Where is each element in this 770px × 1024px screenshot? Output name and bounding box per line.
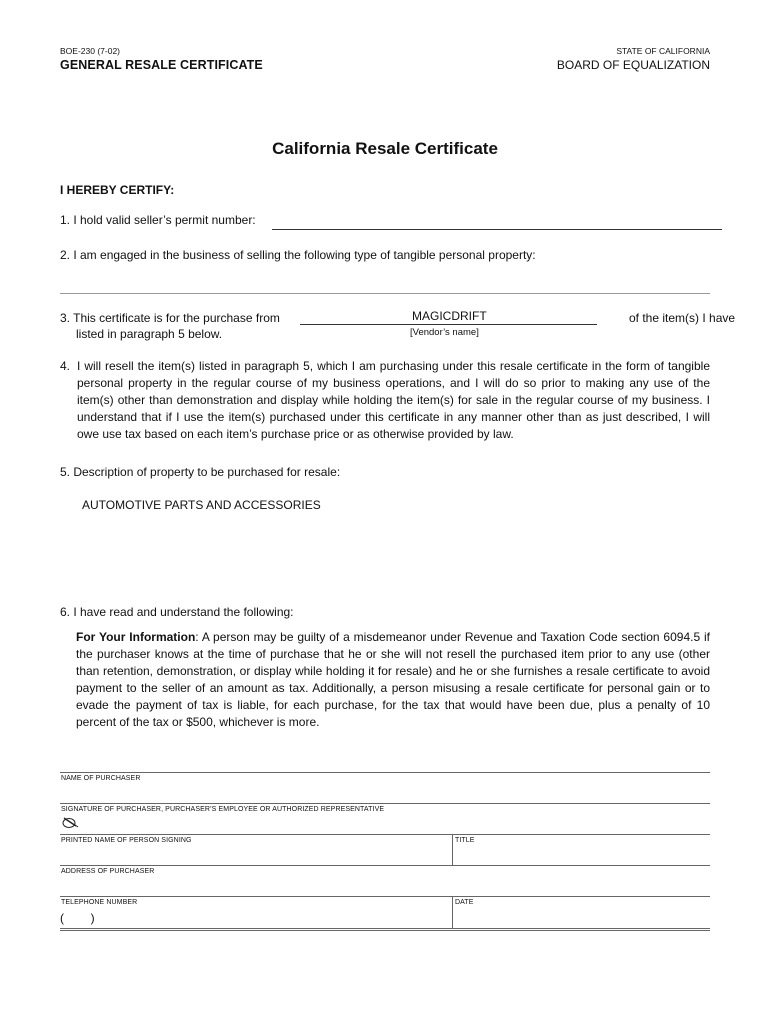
signature-field[interactable]	[80, 815, 710, 833]
date-field[interactable]	[455, 909, 710, 927]
printed-name-field[interactable]	[60, 847, 450, 865]
address-label: ADDRESS OF PURCHASER	[61, 868, 155, 875]
signature-label: SIGNATURE OF PURCHASER, PURCHASER’S EMPLOYEE OR AUTHORIZED REPRESENTATIVE	[61, 806, 385, 813]
certify-heading: I HEREBY CERTIFY:	[60, 183, 175, 197]
info-label: For Your Information	[76, 630, 196, 644]
item-6-text: 6. I have read and understand the following:	[60, 605, 294, 619]
date-divider	[452, 896, 453, 928]
name-of-purchaser-field[interactable]	[60, 786, 710, 803]
item-5-text: 5. Description of property to be purchased for resale:	[60, 465, 341, 479]
vendor-name-caption: [Vendor’s name]	[410, 327, 479, 338]
divider-top	[60, 772, 710, 773]
title-divider	[452, 834, 453, 865]
info-paragraph	[76, 629, 710, 731]
date-label: DATE	[455, 899, 474, 906]
item-2-text: 2. I am engaged in the business of selling the following type of tangible personal property:	[60, 248, 536, 262]
item-3-text: 3. This certificate is for the purchase from	[60, 311, 280, 325]
property-description-value[interactable]: AUTOMOTIVE PARTS AND ACCESSORIES	[82, 498, 321, 512]
form-number: BOE-230 (7-02)	[60, 46, 120, 56]
address-field[interactable]	[60, 878, 710, 896]
telephone-label: TELEPHONE NUMBER	[61, 899, 138, 906]
info-text: : A person may be guilty of a misdemeanor under Revenue and Taxation Code section 6094.5 if the purchaser knows at the time of purchase that he or she will not resell the purchased item prior to any use (other than retention, demonstration, or display while holding it for resale) and he or she furnishes a resale certificate to avoid payment to the seller of an amount as tax. Additionally, a person misusing a resale certificate for personal gain or to evade the payment of tax is liable, for each purchase, for the tax that would have been due, plus a penalty of 10 percent of the tax or $500, whichever is more.	[76, 630, 710, 729]
divider-printed-name	[60, 834, 710, 835]
item-4-paragraph	[60, 358, 710, 443]
item-4-text: I will resell the item(s) listed in paragraph 5, which I am purchasing under this resale certificate in the form of tangible personal property in the regular course of my business operations, and I will do so prior to making any use of the item(s) other than demonstration and display while holding the item(s) for sale in the regular course of my business. I understand that if I use the item(s) purchased under this certificate in any manner other than as just described, I will owe use tax based on each item’s purchase price or as otherwise provided by law.	[77, 359, 710, 441]
divider-telephone	[60, 896, 710, 897]
item-4-number: 4.	[60, 359, 71, 373]
agency-label: BOARD OF EQUALIZATION	[556, 58, 710, 72]
form-title: GENERAL RESALE CERTIFICATE	[60, 58, 263, 72]
state-label: STATE OF CALIFORNIA	[616, 46, 710, 56]
telephone-value[interactable]: ( )	[60, 911, 95, 925]
pen-icon	[61, 815, 79, 829]
item-3-continuation: listed in paragraph 5 below.	[76, 327, 223, 341]
printed-name-label: PRINTED NAME OF PERSON SIGNING	[61, 837, 192, 844]
title-field[interactable]	[455, 847, 710, 865]
divider-address	[60, 865, 710, 866]
property-type-field[interactable]	[60, 293, 710, 294]
page-title: California Resale Certificate	[272, 139, 498, 158]
divider-bottom-double	[60, 930, 710, 931]
name-of-purchaser-label: NAME OF PURCHASER	[61, 775, 141, 782]
vendor-name-value[interactable]: MAGICDRIFT	[412, 309, 487, 323]
item-3-end-text: of the item(s) I have	[629, 311, 736, 325]
item-1-text: 1. I hold valid seller’s permit number:	[60, 213, 256, 227]
divider-bottom	[60, 928, 710, 929]
sellers-permit-field[interactable]	[272, 229, 722, 230]
divider-signature	[60, 803, 710, 804]
vendor-name-field[interactable]	[300, 324, 597, 325]
title-label: TITLE	[455, 837, 475, 844]
